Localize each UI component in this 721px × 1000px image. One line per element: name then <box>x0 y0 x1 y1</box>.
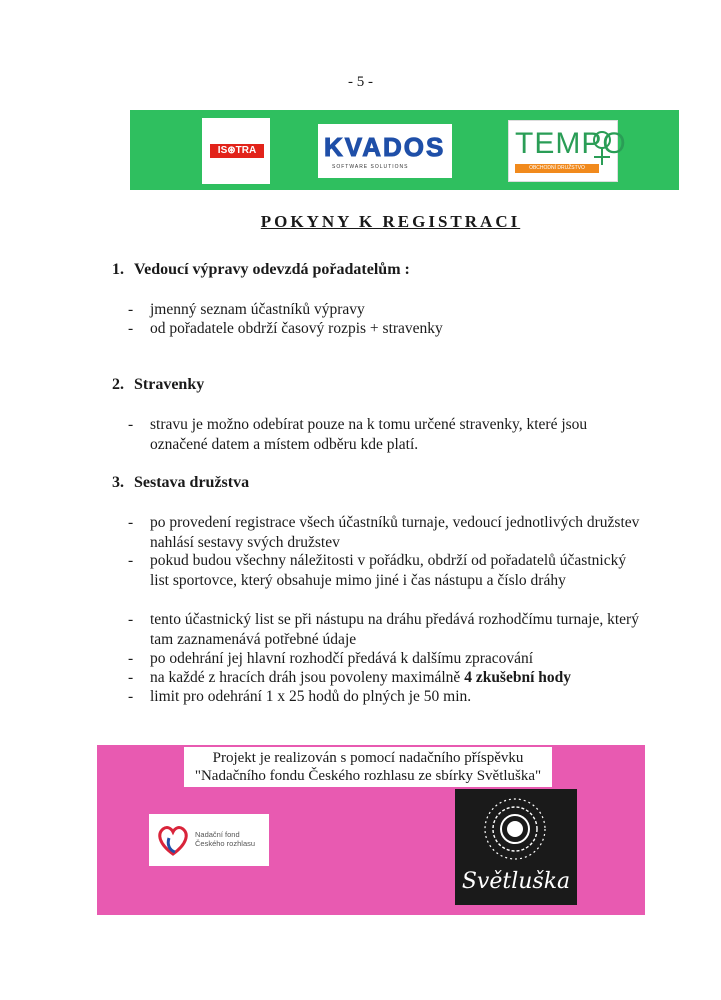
list-item: - stravu je možno odebírat pouze na k tomu určené stravenky, které jsou označené datem a místem odběru kde platí. <box>128 416 588 453</box>
project-line-1: Projekt je realizován s pomocí nadačního příspěvku <box>212 750 524 766</box>
dash-bullet-icon: - <box>128 650 134 667</box>
isotra-logo-text: IS⊛TRA <box>210 144 264 158</box>
dash-bullet-icon: - <box>128 669 134 686</box>
section-2-heading <box>112 376 204 394</box>
dash-bullet-icon: - <box>128 611 134 628</box>
section-1-title: Vedoucí výpravy odevzdá pořadatelům : <box>134 261 410 278</box>
section-2-title: Stravenky <box>134 376 205 393</box>
tempo-figure-icon <box>591 129 613 169</box>
tempo-logo <box>508 120 627 182</box>
fund-logo-text: Nadační fond Českého rozhlasu <box>195 830 256 848</box>
sponsor-banner <box>130 110 679 190</box>
project-line-2: "Nadačního fondu Českého rozhlasu ze sbírky Světluška" <box>194 768 542 784</box>
document-title: POKYNY K REGISTRACI <box>260 212 521 231</box>
firefly-glow-icon <box>455 791 577 871</box>
list-item: - jmenný seznam účastníků výpravy <box>128 301 365 318</box>
svetluska-logo-text: Světluška <box>461 869 571 894</box>
list-item: - od pořadatele obdrží časový rozpis + stravenky <box>128 320 443 337</box>
page-number: - 5 - <box>348 74 373 90</box>
bold-emphasis: 4 zkušební hody <box>464 669 572 686</box>
section-3-number: 3. <box>112 474 124 491</box>
dash-bullet-icon: - <box>128 552 134 569</box>
section-1-heading <box>112 261 410 279</box>
fund-logo <box>149 814 269 866</box>
dash-bullet-icon: - <box>128 301 134 318</box>
svetluska-logo <box>455 789 577 905</box>
project-banner <box>97 745 645 915</box>
section-3-heading <box>112 474 249 492</box>
list-item: - pokud budou všechny náležitosti v pořádku, obdrží od pořadatelů účastnický list sportovce, který obsahuje mimo jiné i čas nástupu a číslo dráhy <box>128 552 627 589</box>
kvados-logo <box>318 124 452 178</box>
kvados-tagline: SOFTWARE SOLUTIONS <box>332 164 409 170</box>
list-item: - na každé z hracích dráh jsou povoleny maximálně 4 zkušební hody <box>128 669 572 686</box>
list-item: - limit pro odehrání 1 x 25 hodů do plných je 50 min. <box>128 688 472 705</box>
heart-icon <box>155 820 191 860</box>
list-item: - po provedení registrace všech účastníků turnaje, vedoucí jednotlivých družstev nahlásí sestavy svých družstev <box>128 514 640 551</box>
dash-bullet-icon: - <box>128 416 134 433</box>
section-2-number: 2. <box>112 376 124 393</box>
dash-bullet-icon: - <box>128 514 134 531</box>
tempo-logo-text: TEMPO <box>515 127 627 160</box>
section-1-number: 1. <box>112 261 124 278</box>
kvados-logo-text: KVADOS <box>324 132 446 162</box>
section-3-title: Sestava družstva <box>134 474 250 491</box>
list-item: - po odehrání jej hlavní rozhodčí předává k dalšímu zpracování <box>128 650 534 667</box>
list-item: - tento účastnický list se při nástupu na dráhu předává rozhodčímu turnaje, který tam zaznamenává potřebné údaje <box>128 611 639 648</box>
project-statement <box>184 747 552 787</box>
isotra-logo <box>202 118 270 184</box>
dash-bullet-icon: - <box>128 320 134 337</box>
tempo-tagline: OBCHODNÍ DRUŽSTVO <box>515 164 599 173</box>
dash-bullet-icon: - <box>128 688 134 705</box>
